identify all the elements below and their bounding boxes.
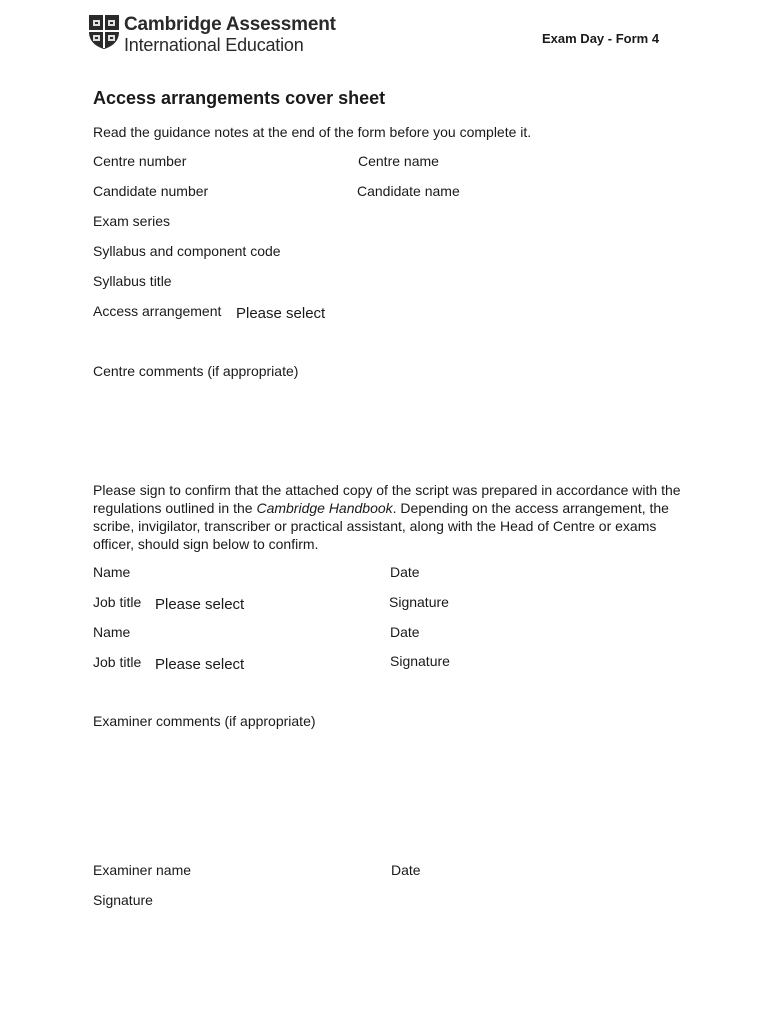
declaration-text xyxy=(93,481,683,553)
centre-comments-field[interactable]: Centre comments (if appropriate) xyxy=(93,363,299,379)
syllabus-code-field[interactable]: Syllabus and component code xyxy=(93,243,281,259)
signatory-1-signature-field[interactable]: Signature xyxy=(389,594,449,610)
access-arrangement-label: Access arrangement xyxy=(93,303,222,319)
signatory-1-date-field[interactable]: Date xyxy=(390,564,420,580)
guidance-text: Read the guidance notes at the end of the form before you complete it. xyxy=(93,124,532,140)
logo-line-1: Cambridge Assessment xyxy=(124,14,336,35)
form-label: Exam Day - Form 4 xyxy=(542,31,660,46)
syllabus-title-field[interactable]: Syllabus title xyxy=(93,273,172,289)
access-arrangement-select[interactable]: Please select xyxy=(236,305,326,322)
logo-line-2: International Education xyxy=(124,35,304,55)
centre-name-field[interactable]: Centre name xyxy=(358,153,439,169)
signatory-1-job-title-label: Job title xyxy=(93,594,142,610)
signatory-1-job-title-select[interactable]: Please select xyxy=(155,596,245,613)
signatory-2-name-field[interactable]: Name xyxy=(93,624,131,640)
handbook-title: Cambridge Handbook xyxy=(256,500,393,516)
examiner-comments-field[interactable]: Examiner comments (if appropriate) xyxy=(93,713,316,729)
examiner-date-field[interactable]: Date xyxy=(391,862,421,878)
signatory-2-job-title-label: Job title xyxy=(93,654,142,670)
examiner-name-field[interactable]: Examiner name xyxy=(93,862,192,878)
declaration-part-2: . Depending on the access arrangement, the scribe, invigilator, transcriber or practical assistant, along with the Head of Centre or exams officer, should sign below to confirm. xyxy=(93,500,669,552)
crest-icon xyxy=(88,14,120,50)
signatory-2-job-title-select[interactable]: Please select xyxy=(155,656,245,673)
signatory-2-signature-field[interactable]: Signature xyxy=(390,653,450,669)
page-title: Access arrangements cover sheet xyxy=(93,88,386,108)
candidate-name-field[interactable]: Candidate name xyxy=(357,183,460,199)
examiner-signature-field[interactable]: Signature xyxy=(93,892,153,908)
signatory-1-name-field[interactable]: Name xyxy=(93,564,131,580)
exam-series-field[interactable]: Exam series xyxy=(93,213,171,229)
candidate-number-field[interactable]: Candidate number xyxy=(93,183,209,199)
signatory-2-date-field[interactable]: Date xyxy=(390,624,420,640)
centre-number-field[interactable]: Centre number xyxy=(93,153,187,169)
organization-logo xyxy=(88,14,336,55)
declaration-part-1: Please sign to confirm that the attached copy of the script was prepared in accordance with the regulations outlined in the xyxy=(93,482,681,516)
